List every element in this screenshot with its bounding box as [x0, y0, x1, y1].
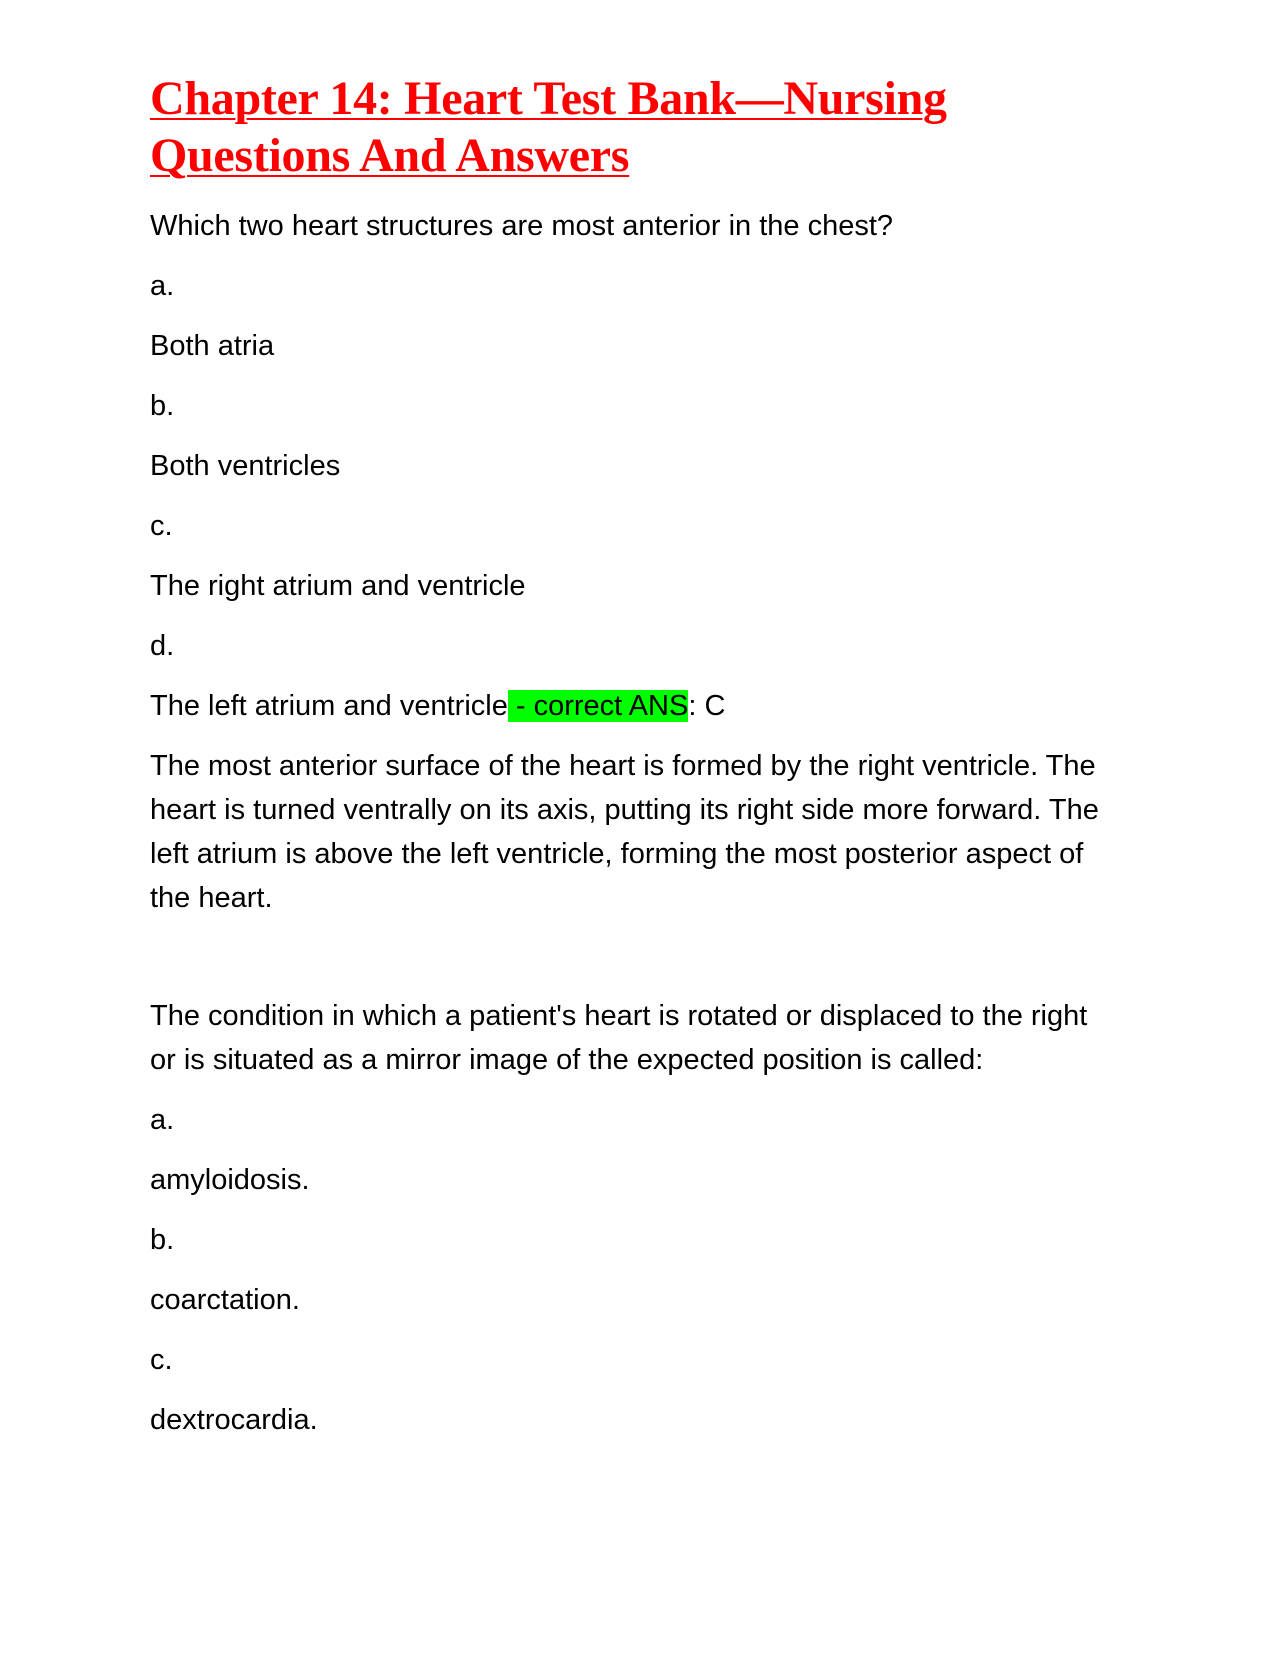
option-text: amyloidosis. — [150, 1164, 310, 1196]
paragraph-spacer — [150, 936, 1110, 994]
option-text: Both atria — [150, 330, 275, 362]
option-text-with-answer — [150, 684, 1110, 728]
document-page — [150, 70, 1110, 1458]
option-letter: c. — [150, 1344, 173, 1376]
option-letter: a. — [150, 1104, 175, 1136]
page-title: Chapter 14: Heart Test Bank—Nursing Questions And Answers — [150, 72, 947, 182]
option-letter: b. — [150, 1224, 175, 1256]
option-text: The right atrium and ventricle — [150, 570, 526, 602]
rationale: The most anterior surface of the heart is formed by the right ventricle. The heart is turned ventrally on its axis, putting its right side more forward. The left atrium is above the left ventricle, forming the most posterior aspect of the heart. — [150, 750, 1099, 914]
question-stem: Which two heart structures are most anterior in the chest? — [150, 210, 894, 242]
answer-highlight: - correct ANS — [507, 690, 689, 722]
question-1 — [150, 204, 1110, 920]
answer-value: : C — [688, 690, 726, 722]
option-text: dextrocardia. — [150, 1404, 318, 1436]
option-text: Both ventricles — [150, 450, 341, 482]
option-text: coarctation. — [150, 1284, 300, 1316]
question-2 — [150, 994, 1110, 1442]
question-stem: The condition in which a patient's heart is rotated or displaced to the right or is situated as a mirror image of the expected position is called: — [150, 1000, 1088, 1076]
option-letter: d. — [150, 630, 175, 662]
option-text: The left atrium and ventricle — [150, 690, 508, 722]
option-letter: a. — [150, 270, 175, 302]
option-letter: c. — [150, 510, 173, 542]
option-letter: b. — [150, 390, 175, 422]
